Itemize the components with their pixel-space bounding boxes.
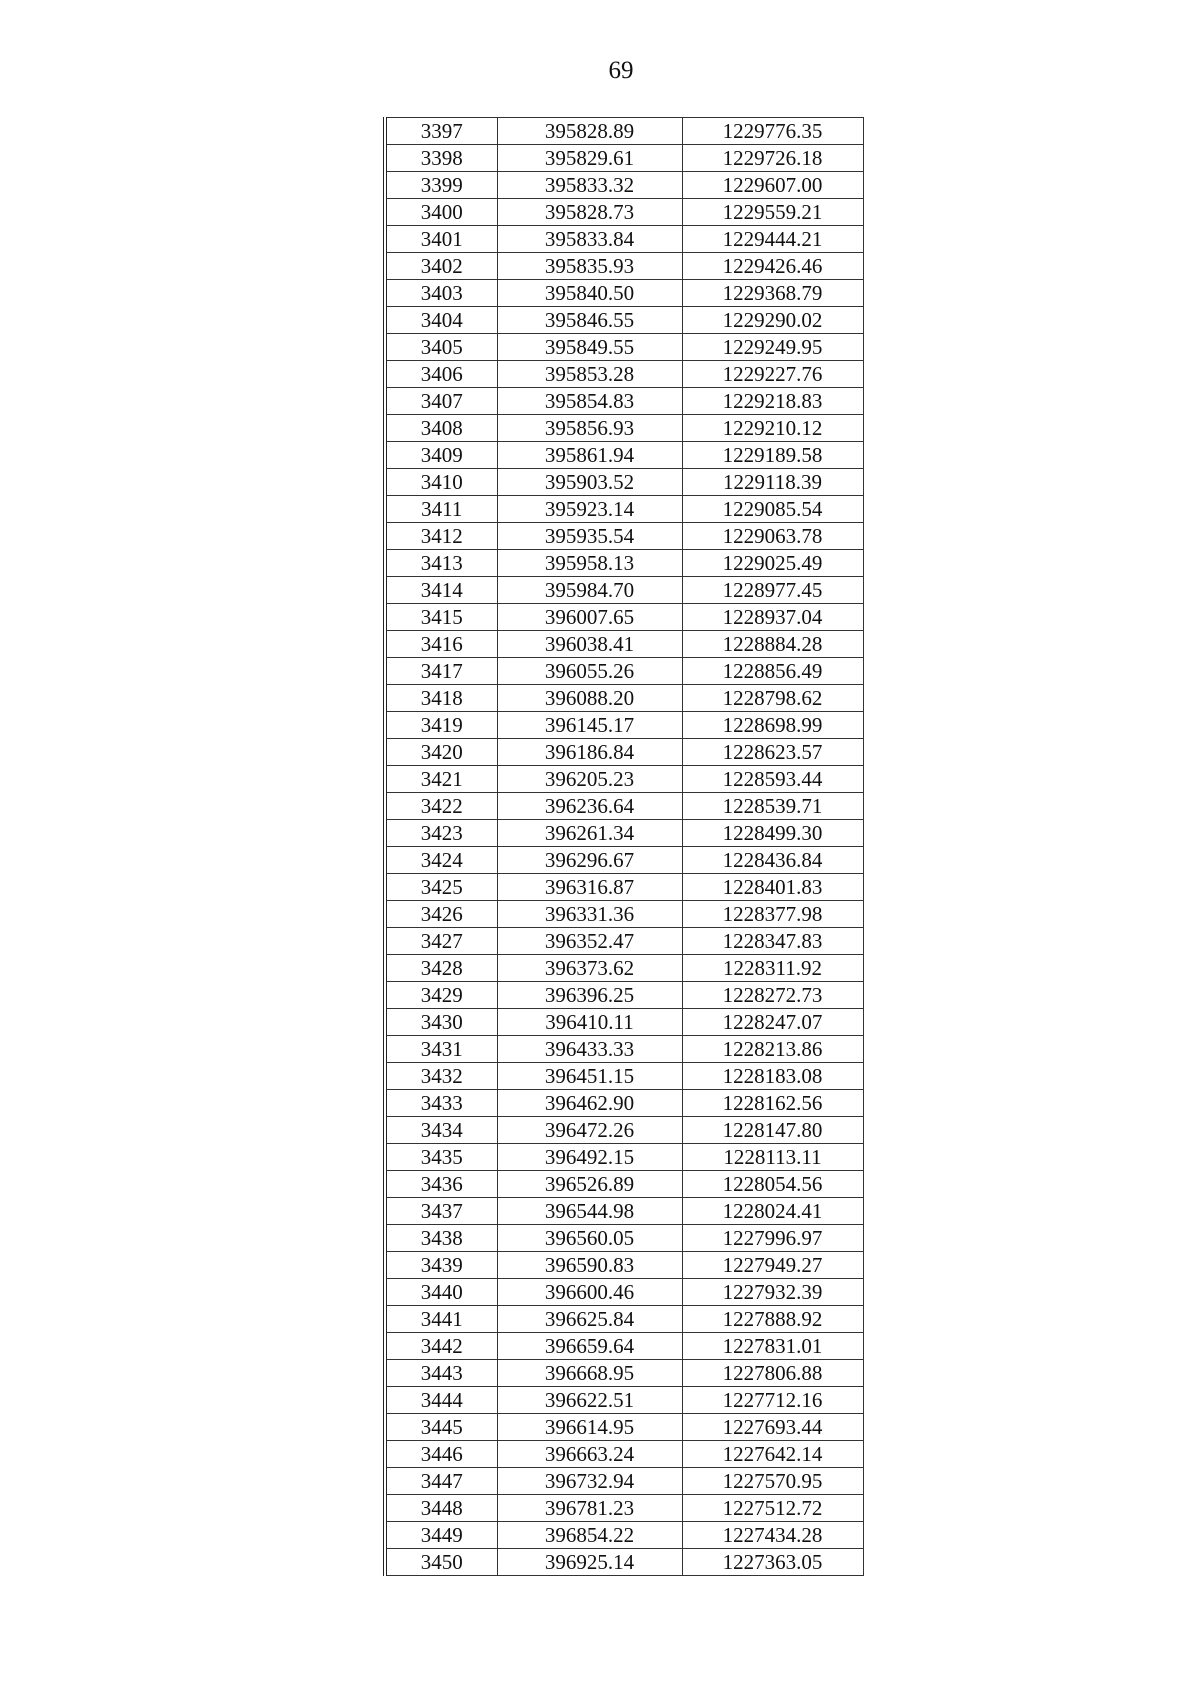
y-coordinate-cell: 1227363.05: [682, 1549, 863, 1576]
y-coordinate-cell: 1228593.44: [682, 766, 863, 793]
point-number-cell: 3440: [385, 1279, 497, 1306]
x-coordinate-cell: 396145.17: [497, 712, 682, 739]
x-coordinate-cell: 396544.98: [497, 1198, 682, 1225]
point-number-cell: 3426: [385, 901, 497, 928]
point-number-cell: 3434: [385, 1117, 497, 1144]
y-coordinate-cell: 1229426.46: [682, 253, 863, 280]
x-coordinate-cell: 395853.28: [497, 361, 682, 388]
point-number-cell: 3405: [385, 334, 497, 361]
x-coordinate-cell: 395833.32: [497, 172, 682, 199]
table-row: [385, 766, 863, 793]
y-coordinate-cell: 1228623.57: [682, 739, 863, 766]
point-number-cell: 3444: [385, 1387, 497, 1414]
table-row: [385, 1225, 863, 1252]
y-coordinate-cell: 1228977.45: [682, 577, 863, 604]
point-number-cell: 3418: [385, 685, 497, 712]
table-row: [385, 739, 863, 766]
table-row: [385, 496, 863, 523]
x-coordinate-cell: 395903.52: [497, 469, 682, 496]
x-coordinate-cell: 395958.13: [497, 550, 682, 577]
y-coordinate-cell: 1229559.21: [682, 199, 863, 226]
y-coordinate-cell: 1228377.98: [682, 901, 863, 928]
point-number-cell: 3420: [385, 739, 497, 766]
y-coordinate-cell: 1228937.04: [682, 604, 863, 631]
x-coordinate-cell: 396433.33: [497, 1036, 682, 1063]
table-row: [385, 280, 863, 307]
x-coordinate-cell: 396038.41: [497, 631, 682, 658]
point-number-cell: 3409: [385, 442, 497, 469]
x-coordinate-cell: 396781.23: [497, 1495, 682, 1522]
x-coordinate-cell: 396614.95: [497, 1414, 682, 1441]
point-number-cell: 3421: [385, 766, 497, 793]
x-coordinate-cell: 396205.23: [497, 766, 682, 793]
point-number-cell: 3443: [385, 1360, 497, 1387]
y-coordinate-cell: 1229444.21: [682, 226, 863, 253]
x-coordinate-cell: 396186.84: [497, 739, 682, 766]
x-coordinate-cell: 396560.05: [497, 1225, 682, 1252]
table-row: [385, 712, 863, 739]
table-row: [385, 118, 863, 145]
point-number-cell: 3427: [385, 928, 497, 955]
table-row: [385, 631, 863, 658]
table-row: [385, 1522, 863, 1549]
x-coordinate-cell: 395861.94: [497, 442, 682, 469]
point-number-cell: 3401: [385, 226, 497, 253]
table-row: [385, 1468, 863, 1495]
point-number-cell: 3428: [385, 955, 497, 982]
y-coordinate-cell: 1228798.62: [682, 685, 863, 712]
x-coordinate-cell: 396925.14: [497, 1549, 682, 1576]
table-row: [385, 550, 863, 577]
point-number-cell: 3415: [385, 604, 497, 631]
x-coordinate-cell: 396007.65: [497, 604, 682, 631]
point-number-cell: 3419: [385, 712, 497, 739]
x-coordinate-cell: 396663.24: [497, 1441, 682, 1468]
x-coordinate-cell: 396296.67: [497, 847, 682, 874]
table-row: [385, 1279, 863, 1306]
point-number-cell: 3449: [385, 1522, 497, 1549]
table-row: [385, 982, 863, 1009]
point-number-cell: 3445: [385, 1414, 497, 1441]
x-coordinate-cell: 396668.95: [497, 1360, 682, 1387]
x-coordinate-cell: 395828.73: [497, 199, 682, 226]
x-coordinate-cell: 396625.84: [497, 1306, 682, 1333]
y-coordinate-cell: 1228162.56: [682, 1090, 863, 1117]
table-row: [385, 685, 863, 712]
table-row: [385, 1333, 863, 1360]
y-coordinate-cell: 1229368.79: [682, 280, 863, 307]
y-coordinate-cell: 1229210.12: [682, 415, 863, 442]
y-coordinate-cell: 1229227.76: [682, 361, 863, 388]
table-row: [385, 145, 863, 172]
point-number-cell: 3413: [385, 550, 497, 577]
y-coordinate-cell: 1227996.97: [682, 1225, 863, 1252]
point-number-cell: 3399: [385, 172, 497, 199]
y-coordinate-cell: 1229290.02: [682, 307, 863, 334]
y-coordinate-cell: 1229776.35: [682, 118, 863, 145]
point-number-cell: 3400: [385, 199, 497, 226]
y-coordinate-cell: 1228347.83: [682, 928, 863, 955]
table-row: [385, 361, 863, 388]
x-coordinate-cell: 395984.70: [497, 577, 682, 604]
y-coordinate-cell: 1228698.99: [682, 712, 863, 739]
table-row: [385, 847, 863, 874]
y-coordinate-cell: 1229607.00: [682, 172, 863, 199]
x-coordinate-cell: 395829.61: [497, 145, 682, 172]
point-number-cell: 3433: [385, 1090, 497, 1117]
x-coordinate-cell: 395923.14: [497, 496, 682, 523]
table-row: [385, 1306, 863, 1333]
point-number-cell: 3416: [385, 631, 497, 658]
coordinates-table: [383, 117, 864, 1576]
table-row: [385, 415, 863, 442]
y-coordinate-cell: 1227831.01: [682, 1333, 863, 1360]
table-row: [385, 1009, 863, 1036]
y-coordinate-cell: 1227693.44: [682, 1414, 863, 1441]
y-coordinate-cell: 1228436.84: [682, 847, 863, 874]
y-coordinate-cell: 1229118.39: [682, 469, 863, 496]
y-coordinate-cell: 1228539.71: [682, 793, 863, 820]
x-coordinate-cell: 396590.83: [497, 1252, 682, 1279]
point-number-cell: 3441: [385, 1306, 497, 1333]
point-number-cell: 3430: [385, 1009, 497, 1036]
x-coordinate-cell: 396410.11: [497, 1009, 682, 1036]
table-row: [385, 1198, 863, 1225]
y-coordinate-cell: 1227949.27: [682, 1252, 863, 1279]
table-row: [385, 1549, 863, 1576]
point-number-cell: 3435: [385, 1144, 497, 1171]
x-coordinate-cell: 396462.90: [497, 1090, 682, 1117]
x-coordinate-cell: 396492.15: [497, 1144, 682, 1171]
x-coordinate-cell: 396236.64: [497, 793, 682, 820]
point-number-cell: 3431: [385, 1036, 497, 1063]
x-coordinate-cell: 396088.20: [497, 685, 682, 712]
x-coordinate-cell: 396854.22: [497, 1522, 682, 1549]
table-row: [385, 1171, 863, 1198]
table-row: [385, 1252, 863, 1279]
table-row: [385, 1144, 863, 1171]
y-coordinate-cell: 1228113.11: [682, 1144, 863, 1171]
table-row: [385, 307, 863, 334]
table-row: [385, 604, 863, 631]
y-coordinate-cell: 1228856.49: [682, 658, 863, 685]
point-number-cell: 3437: [385, 1198, 497, 1225]
point-number-cell: 3446: [385, 1441, 497, 1468]
table-row: [385, 1387, 863, 1414]
y-coordinate-cell: 1229085.54: [682, 496, 863, 523]
page-number: 69: [608, 57, 634, 84]
point-number-cell: 3404: [385, 307, 497, 334]
table-body: [385, 118, 863, 1576]
table-row: [385, 388, 863, 415]
x-coordinate-cell: 396352.47: [497, 928, 682, 955]
point-number-cell: 3423: [385, 820, 497, 847]
table-row: [385, 1063, 863, 1090]
point-number-cell: 3432: [385, 1063, 497, 1090]
y-coordinate-cell: 1227434.28: [682, 1522, 863, 1549]
x-coordinate-cell: 396261.34: [497, 820, 682, 847]
y-coordinate-cell: 1229218.83: [682, 388, 863, 415]
y-coordinate-cell: 1228884.28: [682, 631, 863, 658]
point-number-cell: 3407: [385, 388, 497, 415]
table-row: [385, 793, 863, 820]
table-row: [385, 1117, 863, 1144]
y-coordinate-cell: 1229726.18: [682, 145, 863, 172]
y-coordinate-cell: 1228213.86: [682, 1036, 863, 1063]
x-coordinate-cell: 395854.83: [497, 388, 682, 415]
point-number-cell: 3442: [385, 1333, 497, 1360]
x-coordinate-cell: 396472.26: [497, 1117, 682, 1144]
y-coordinate-cell: 1227570.95: [682, 1468, 863, 1495]
table-row: [385, 901, 863, 928]
point-number-cell: 3412: [385, 523, 497, 550]
x-coordinate-cell: 396316.87: [497, 874, 682, 901]
point-number-cell: 3447: [385, 1468, 497, 1495]
x-coordinate-cell: 395828.89: [497, 118, 682, 145]
y-coordinate-cell: 1229063.78: [682, 523, 863, 550]
point-number-cell: 3429: [385, 982, 497, 1009]
y-coordinate-cell: 1228247.07: [682, 1009, 863, 1036]
point-number-cell: 3411: [385, 496, 497, 523]
y-coordinate-cell: 1228024.41: [682, 1198, 863, 1225]
table-row: [385, 172, 863, 199]
table-row: [385, 1360, 863, 1387]
point-number-cell: 3422: [385, 793, 497, 820]
point-number-cell: 3397: [385, 118, 497, 145]
y-coordinate-cell: 1228311.92: [682, 955, 863, 982]
x-coordinate-cell: 395835.93: [497, 253, 682, 280]
y-coordinate-cell: 1228054.56: [682, 1171, 863, 1198]
x-coordinate-cell: 396373.62: [497, 955, 682, 982]
table-row: [385, 658, 863, 685]
point-number-cell: 3417: [385, 658, 497, 685]
table-row: [385, 955, 863, 982]
table-row: [385, 442, 863, 469]
y-coordinate-cell: 1228499.30: [682, 820, 863, 847]
y-coordinate-cell: 1227888.92: [682, 1306, 863, 1333]
x-coordinate-cell: 396659.64: [497, 1333, 682, 1360]
table-row: [385, 820, 863, 847]
x-coordinate-cell: 396331.36: [497, 901, 682, 928]
point-number-cell: 3438: [385, 1225, 497, 1252]
table-row: [385, 226, 863, 253]
x-coordinate-cell: 396622.51: [497, 1387, 682, 1414]
point-number-cell: 3408: [385, 415, 497, 442]
y-coordinate-cell: 1228272.73: [682, 982, 863, 1009]
y-coordinate-cell: 1229249.95: [682, 334, 863, 361]
x-coordinate-cell: 396396.25: [497, 982, 682, 1009]
y-coordinate-cell: 1227712.16: [682, 1387, 863, 1414]
table-row: [385, 1414, 863, 1441]
y-coordinate-cell: 1227512.72: [682, 1495, 863, 1522]
y-coordinate-cell: 1228183.08: [682, 1063, 863, 1090]
y-coordinate-cell: 1227932.39: [682, 1279, 863, 1306]
x-coordinate-cell: 395840.50: [497, 280, 682, 307]
table-row: [385, 928, 863, 955]
x-coordinate-cell: 396600.46: [497, 1279, 682, 1306]
point-number-cell: 3439: [385, 1252, 497, 1279]
x-coordinate-cell: 395935.54: [497, 523, 682, 550]
x-coordinate-cell: 396451.15: [497, 1063, 682, 1090]
point-number-cell: 3398: [385, 145, 497, 172]
point-number-cell: 3425: [385, 874, 497, 901]
table-row: [385, 334, 863, 361]
table-row: [385, 1036, 863, 1063]
table-row: [385, 253, 863, 280]
point-number-cell: 3450: [385, 1549, 497, 1576]
point-number-cell: 3414: [385, 577, 497, 604]
x-coordinate-cell: 396526.89: [497, 1171, 682, 1198]
table-row: [385, 577, 863, 604]
point-number-cell: 3448: [385, 1495, 497, 1522]
x-coordinate-cell: 395856.93: [497, 415, 682, 442]
y-coordinate-cell: 1228401.83: [682, 874, 863, 901]
table-row: [385, 1090, 863, 1117]
point-number-cell: 3402: [385, 253, 497, 280]
table-row: [385, 1441, 863, 1468]
table-row: [385, 199, 863, 226]
table-row: [385, 469, 863, 496]
point-number-cell: 3406: [385, 361, 497, 388]
x-coordinate-cell: 395846.55: [497, 307, 682, 334]
table-row: [385, 523, 863, 550]
point-number-cell: 3424: [385, 847, 497, 874]
y-coordinate-cell: 1227806.88: [682, 1360, 863, 1387]
point-number-cell: 3410: [385, 469, 497, 496]
x-coordinate-cell: 396732.94: [497, 1468, 682, 1495]
x-coordinate-cell: 395849.55: [497, 334, 682, 361]
y-coordinate-cell: 1227642.14: [682, 1441, 863, 1468]
point-number-cell: 3403: [385, 280, 497, 307]
y-coordinate-cell: 1229025.49: [682, 550, 863, 577]
table-row: [385, 1495, 863, 1522]
y-coordinate-cell: 1229189.58: [682, 442, 863, 469]
y-coordinate-cell: 1228147.80: [682, 1117, 863, 1144]
x-coordinate-cell: 396055.26: [497, 658, 682, 685]
table-row: [385, 874, 863, 901]
x-coordinate-cell: 395833.84: [497, 226, 682, 253]
point-number-cell: 3436: [385, 1171, 497, 1198]
